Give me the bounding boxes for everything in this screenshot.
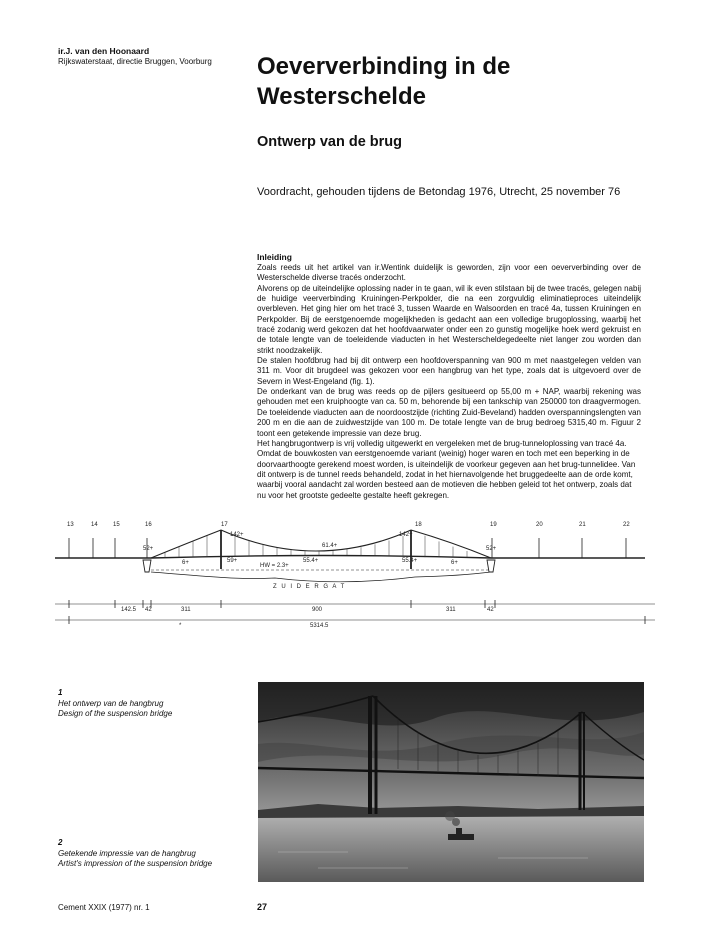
span-label: 900 xyxy=(312,607,323,613)
pier-number: 16 xyxy=(145,522,152,528)
caption-dutch: Getekende impressie van de hangbrug xyxy=(58,848,196,858)
body-text xyxy=(257,263,641,501)
pier-number: 21 xyxy=(579,522,586,528)
talk-note: Voordracht, gehouden tijdens de Betondag 1976, Utrecht, 25 november 76 xyxy=(257,186,621,198)
level-label: 55.4+ xyxy=(303,558,319,564)
span-label: 42 xyxy=(145,607,152,613)
level-label: 52+ xyxy=(143,546,154,552)
pier-number: 13 xyxy=(67,522,74,528)
page-number: 27 xyxy=(257,902,268,912)
level-label: 52+ xyxy=(486,546,497,552)
level-label: 55.4+ xyxy=(402,558,418,564)
star-mark: * xyxy=(179,623,182,629)
level-label: 142+ xyxy=(399,532,413,538)
journal-reference: Cement XXIX (1977) nr. 1 xyxy=(58,903,150,912)
title-line-2: Westerschelde xyxy=(257,83,426,110)
pier-number: 22 xyxy=(623,522,630,528)
article-subtitle: Ontwerp van de brug xyxy=(257,134,403,150)
level-label: 6+ xyxy=(182,560,189,566)
pier-number: 15 xyxy=(113,522,120,528)
section-heading: Inleiding xyxy=(257,252,292,262)
pier-number: 20 xyxy=(536,522,543,528)
span-label: 311 xyxy=(181,607,191,613)
caption-english: Design of the suspension bridge xyxy=(58,709,173,718)
pier-number: 14 xyxy=(91,522,98,528)
level-label: 6+ xyxy=(451,560,458,566)
water-level-label: HW = 2.3+ xyxy=(260,563,289,569)
author-affiliation: Rijkswaterstaat, directie Bruggen, Voorburg xyxy=(58,57,212,66)
title-line-1: Oeververbinding in de xyxy=(257,53,511,80)
bridge-elevation-diagram xyxy=(55,514,655,634)
bridge-impression-illustration xyxy=(258,682,644,882)
level-label: 59+ xyxy=(227,558,238,564)
figure-1-caption xyxy=(58,688,172,720)
level-label: 61.4+ xyxy=(322,543,338,549)
hanger-lines xyxy=(165,536,467,558)
level-label: 142+ xyxy=(230,532,244,538)
span-label: 311 xyxy=(446,607,456,613)
pier-number: 19 xyxy=(490,522,497,528)
caption-dutch: Het ontwerp van de hangbrug xyxy=(58,698,164,708)
paragraph: Alvorens op de uiteindelijke oplossing nader in te gaan, wil ik even stilstaan bij de twee tracés, gelegen nabij de huidige veerverbinding Kruiningen-Perkpolder, die na een zorgvuldig eliminatieproces uiteindelijk overbleven. Het ging hier om het tracé 3, tussen Waarde en Walsoorden en tracé 4a, tussen Kruiningen en Perkpolder. Bij de eerstgenoemde mogelijkheden is gedacht aan een volledige brugoplossing, waarbij het tracé zodanig werd gekozen dat het hoofdvaarwater onder een zo gunstig mogelijke hoek werd gekruist en de totale lengte van de toeleidende viaducten in het Westerscheldegedeelte niet langer zou worden dan strikt noodzakelijk. xyxy=(257,283,641,355)
author-name: ir.J. van den Hoonaard xyxy=(58,46,150,56)
span-label: 142.5 xyxy=(121,607,137,613)
channel-label: Z U I D E R G A T xyxy=(273,584,346,590)
total-length-label: 5314.5 xyxy=(310,623,329,629)
figure-number: 2 xyxy=(58,838,63,847)
paragraph: De onderkant van de brug was reeds op de pijlers gesitueerd op 55,00 m + NAP, waarbij rekening was gehouden met een kruiphoogte van ca. 50 m, behorende bij een tankschip van 250000 ton draagvermogen. De toeleidende viaducten aan de noordoostzijde (richting Zuid-Beveland) hadden overspanningslengten van 200 m en die aan de zuidwestzijde van 100 m. De totale lengte van de brug bedroeg 5315,40 m. Figuur 2 toont een getekende impressie van deze brug. xyxy=(257,387,641,438)
paragraph: Het hangbrugontwerp is vrij volledig uitgewerkt en vergeleken met de brug-tunneloplossing van tracé 4a. Omdat de bouwkosten van eerstgenoemde variant (weinig) hoger waren en toch met een beperking in de doorvaarthoogte gerekend moest worden, is uiteindelijk de voorkeur gegeven aan het brug-tunnelidee. Van dit ontwerp is de tunnel reeds behandeld, zodat in het hiernavolgende het bruggedeelte aan de orde komt, waarbij vooral aandacht zal worden besteed aan de motieven die hebben geleid tot het ontwerp, zoals dat nu voor het grootste gedeelte gestalte heeft gekregen. xyxy=(257,438,636,500)
figure-number: 1 xyxy=(58,688,63,697)
article-title xyxy=(257,52,617,112)
span-label: 42 xyxy=(487,607,494,613)
caption-english: Artist's impression of the suspension bridge xyxy=(58,859,213,868)
pier-number: 18 xyxy=(415,522,422,528)
pier-number: 17 xyxy=(221,522,228,528)
paragraph: De stalen hoofdbrug had bij dit ontwerp een hoofdoverspanning van 900 m met naastgelegen velden van 311 m. Voor dit brugdeel was gekozen voor een hangbrug van het type, zoals dat is uitgevoerd over de Severn in West-Engeland (fig. 1). xyxy=(257,356,641,386)
paragraph: Zoals reeds uit het artikel van ir.Wentink duidelijk is geworden, zijn voor een oeververbinding over de Westerschelde diverse tracés onderzocht. xyxy=(257,263,641,283)
figure-2-caption xyxy=(58,838,212,870)
